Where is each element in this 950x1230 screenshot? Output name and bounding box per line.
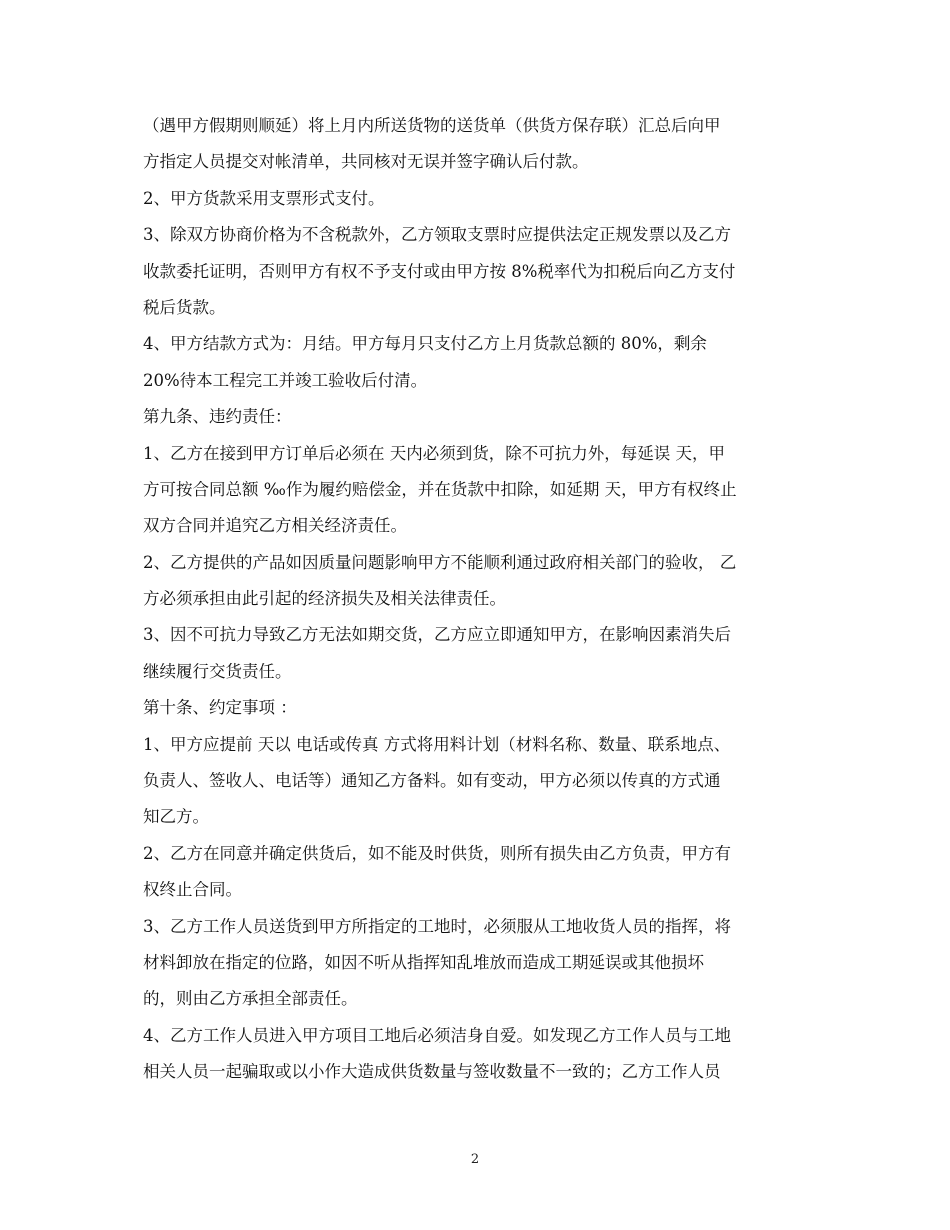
text-line: 知乙方。 (143, 807, 209, 827)
text-line: 税后货款。 (143, 297, 226, 317)
text-line: 材料卸放在指定的位路，如因不听从指挥知乱堆放而造成工期延误或其他损坏 (143, 952, 704, 972)
text-line: 负责人、签收人、电话等）通知乙方备料。如有变动，甲方必须以传真的方式通 (143, 771, 721, 791)
text-line: 方必须承担由此引起的经济损失及相关法律责任。 (143, 589, 506, 609)
text-line: 3、因不可抗力导致乙方无法如期交货，乙方应立即通知甲方，在影响因素消失后 (143, 625, 731, 645)
text-line: 权终止合同。 (143, 880, 242, 900)
text-line: 4、甲方结款方式为：月结。甲方每月只支付乙方上月货款总额的 80%，剩余 (143, 334, 707, 354)
section-heading: 第十条、约定事项 ： (143, 698, 297, 718)
text-line: （遇甲方假期则顺延）将上月内所送货物的送货单（供货方保存联）汇总后向甲 (143, 116, 721, 135)
text-line: 1、乙方在接到甲方订单后必须在 天内必须到货，除不可抗力外，每延误 天，甲 (143, 443, 725, 463)
text-line: 3、乙方工作人员送货到甲方所指定的工地时，必须服从工地收货人员的指挥，将 (143, 916, 731, 936)
text-line: 双方合同并追究乙方相关经济责任。 (143, 516, 407, 536)
document-body (143, 115, 808, 1098)
text-line: 4、乙方工作人员进入甲方项目工地后必须洁身自爱。如发现乙方工作人员与工地 (143, 1025, 731, 1045)
text-line: 2、甲方货款采用支票形式支付。 (143, 188, 385, 208)
text-line: 2、乙方在同意并确定供货后，如不能及时供货，则所有损失由乙方负责，甲方有 (143, 843, 731, 863)
text-line: 1、甲方应提前 天以 电话或传真 方式将用料计划（材料名称、数量、联系地点、 (143, 734, 731, 754)
text-line: 方可按合同总额 ‰作为履约赔偿金，并在货款中扣除，如延期 天，甲方有权终止 (143, 479, 737, 499)
text-line: 相关人员一起骗取或以小作大造成供货数量与签收数量不一致的；乙方工作人员 (143, 1062, 721, 1082)
text-line: 方指定人员提交对帐清单，共同核对无误并签字确认后付款。 (143, 152, 589, 172)
page-number: 2 (470, 1152, 480, 1167)
text-line: 的，则由乙方承担全部责任。 (143, 989, 358, 1009)
text-line: 20%待本工程完工并竣工验收后付清。 (143, 370, 428, 390)
text-line: 收款委托证明，否则甲方有权不予支付或由甲方按 8%税率代为扣税后向乙方支付 (143, 261, 736, 281)
text-line: 2、乙方提供的产品如因质量问题影响甲方不能顺利通过政府相关部门的验收， 乙 (143, 552, 737, 572)
section-heading: 第九条、违约责任： (143, 407, 292, 427)
text-line: 3、除双方协商价格为不含税款外，乙方领取支票时应提供法定正规发票以及乙方 (143, 225, 731, 245)
text-line: 继续履行交货责任。 (143, 661, 292, 681)
